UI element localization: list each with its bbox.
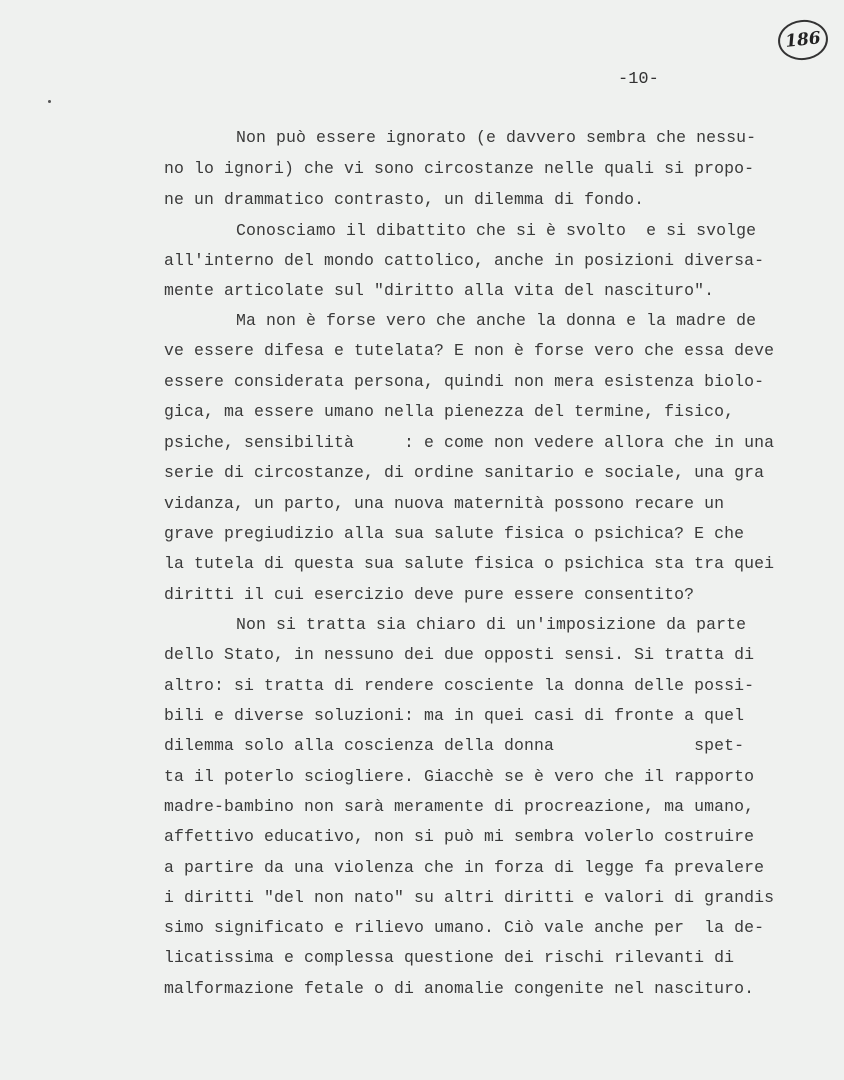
text-line: vidanza, un parto, una nuova maternità possono recare un	[164, 494, 725, 513]
text-line: gica, ma essere umano nella pienezza del termine, fisico,	[164, 402, 735, 421]
text-line: ne un drammatico contrasto, un dilemma di fondo.	[164, 190, 645, 209]
text-line: Non si tratta sia chiaro di un'imposizione da parte	[236, 615, 747, 634]
text-line: simo significato e rilievo umano. Ciò vale anche per la de-	[164, 918, 765, 937]
text-line: ve essere difesa e tutelata? E non è forse vero che essa deve	[164, 341, 775, 360]
text-line: dilemma solo alla coscienza della donna spet-	[164, 736, 745, 755]
text-line: la tutela di questa sua salute fisica o psichica sta tra quei	[164, 554, 775, 573]
text-line: mente articolate sul "diritto alla vita del nascituro".	[164, 281, 715, 300]
text-line: grave pregiudizio alla sua salute fisica o psichica? E che	[164, 524, 745, 543]
text-line: ta il poterlo sciogliere. Giacchè se è vero che il rapporto	[164, 767, 755, 786]
text-line: Conosciamo il dibattito che si è svolto e si svolge	[236, 221, 757, 240]
margin-mark	[48, 100, 51, 103]
text-line: serie di circostanze, di ordine sanitario e sociale, una gra	[164, 463, 765, 482]
text-line: Ma non è forse vero che anche la donna e la madre de	[236, 311, 757, 330]
text-line: i diritti "del non nato" su altri diritti e valori di grandis	[164, 888, 775, 907]
archive-stamp: 186	[776, 17, 830, 62]
text-line: bili e diverse soluzioni: ma in quei casi di fronte a quel	[164, 706, 745, 725]
text-line: a partire da una violenza che in forza di legge fa prevalere	[164, 858, 765, 877]
text-line: malformazione fetale o di anomalie congenite nel nascituro.	[164, 979, 755, 998]
text-line: dello Stato, in nessuno dei due opposti sensi. Si tratta di	[164, 645, 755, 664]
text-line: diritti il cui esercizio deve pure essere consentito?	[164, 585, 695, 604]
text-line: psiche, sensibilità : e come non vedere allora che in una	[164, 433, 775, 452]
text-line: altro: si tratta di rendere cosciente la donna delle possi-	[164, 676, 755, 695]
text-line: no lo ignori) che vi sono circostanze nelle quali si propo-	[164, 159, 755, 178]
text-line: all'interno del mondo cattolico, anche in posizioni diversa-	[164, 251, 765, 270]
text-line: licatissima e complessa questione dei rischi rilevanti di	[164, 948, 735, 967]
text-line: essere considerata persona, quindi non mera esistenza biolo-	[164, 372, 765, 391]
text-line: madre-bambino non sarà meramente di procreazione, ma umano,	[164, 797, 755, 816]
text-line: Non può essere ignorato (e davvero sembra che nessu-	[236, 128, 757, 147]
page-number: -10-	[618, 70, 659, 89]
text-line: affettivo educativo, non si può mi sembra volerlo costruire	[164, 827, 755, 846]
